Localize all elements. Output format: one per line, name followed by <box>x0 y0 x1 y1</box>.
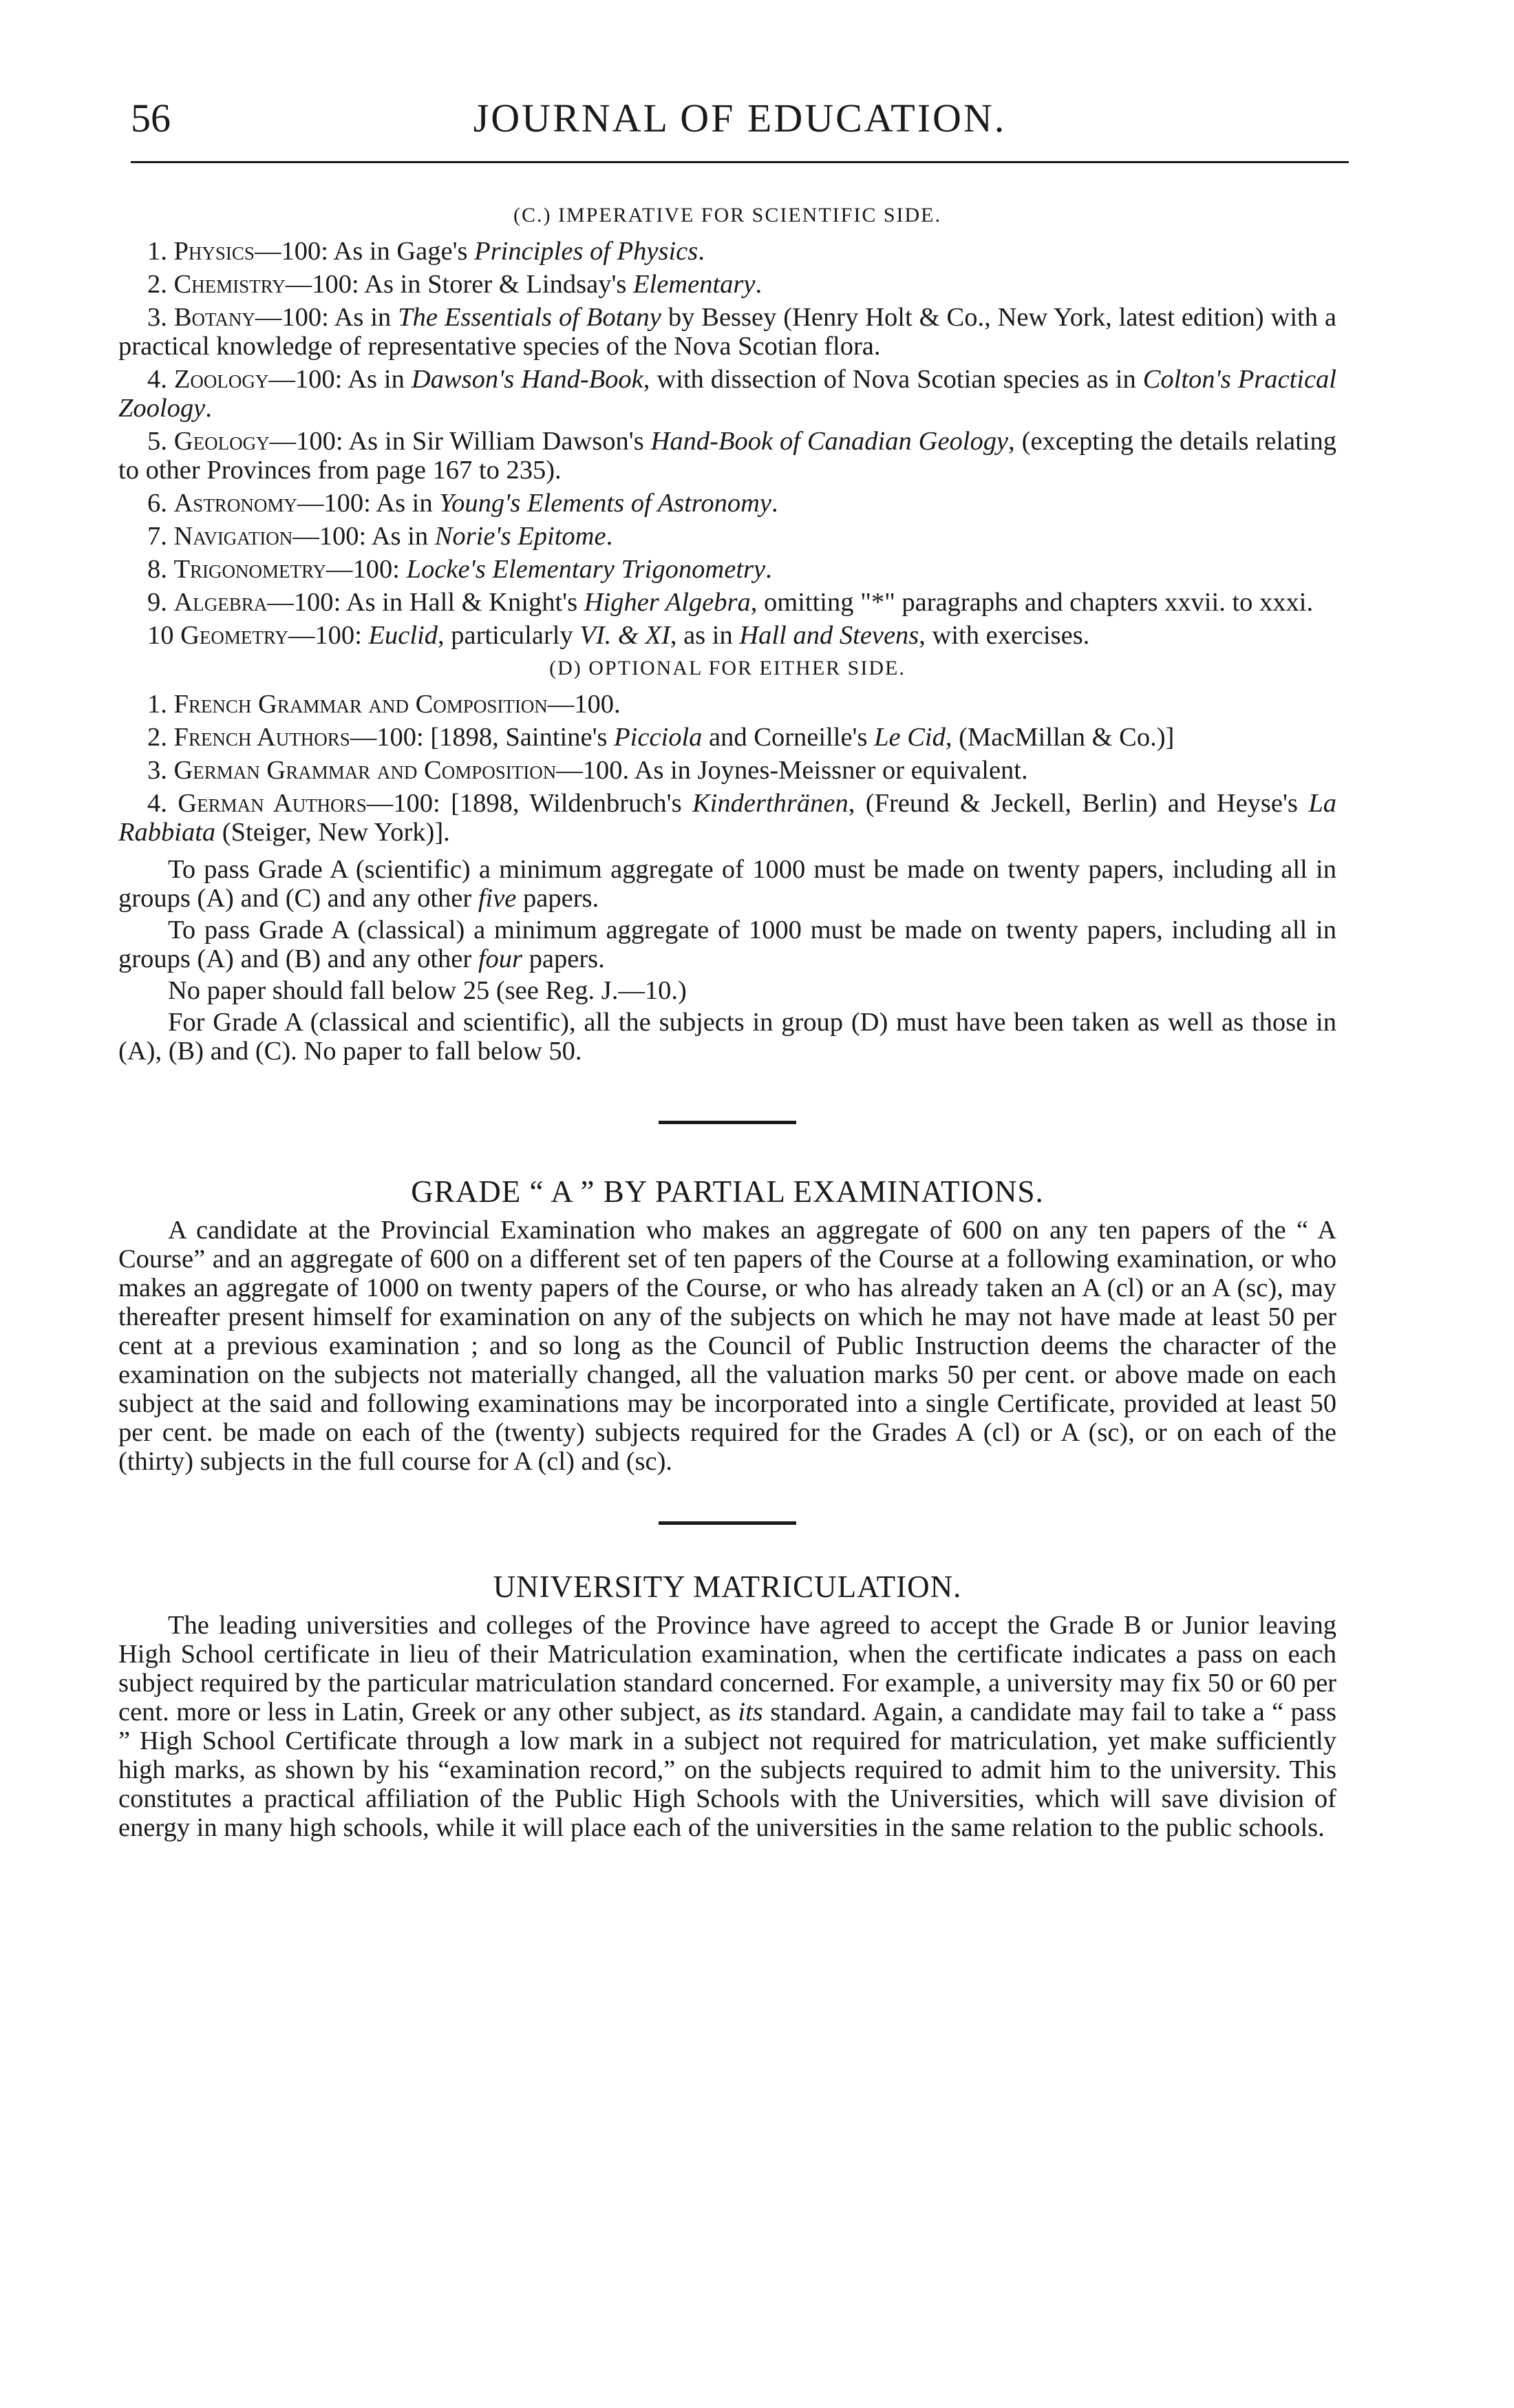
list-item-trigonometry: 8. Trigonometry—100: Locke's Elementary Trigonometry. <box>147 555 772 584</box>
list-item-botany: 3. Botany—100: As in The Essentials of Botany by Bessey (Henry Holt & Co., New York, latest edition) with a practical knowledge of representative species of the Nova Scotian flora. <box>118 303 1336 361</box>
page-body <box>118 201 1336 1845</box>
list-item-german-grammar: 3. German Grammar and Composition—100. As in Joynes-Meissner or equivalent. <box>147 756 1028 785</box>
grade-a-scientific-requirement: To pass Grade A (scientific) a minimum aggregate of 1000 must be made on twenty papers, including all in groups (A) and (C) and any other five papers. <box>118 855 1336 913</box>
list-item-physics: 1. Physics—100: As in Gage's Principles of Physics. <box>147 237 705 266</box>
matriculation-text: The leading universities and colleges of the Province have agreed to accept the Grade B or Junior leaving High School certificate in lieu of their Matriculation examination, when the certificate indicates a pass on each subject required by the particular matriculation standard concerned. For example, a university may fix 50 or 60 per cent. more or less in Latin, Greek or any other subject, as its standard. Again, a candidate may fail to take a “ pass ” High School Certificate through a low mark in a subject not required for matriculation, yet make sufficiently high marks, as shown by his “examination record,” on the subjects required to admit him to the university. This constitutes a practical affiliation of the Public High Schools with the Universities, which will save division of energy in many high schools, while it will place each of the universities in the same relation to the public schools. <box>118 1611 1336 1842</box>
header-rule <box>131 161 1349 163</box>
section-divider <box>118 1479 1336 1570</box>
list-item-german-authors: 4. German Authors—100: [1898, Wildenbruch's Kinderthränen, (Freund & Jeckell, Berlin) and Heyse's La Rabbiata (Steiger, New York)]. <box>118 789 1336 847</box>
list-item-geology: 5. Geology—100: As in Sir William Dawson's Hand-Book of Canadian Geology, (excepting the details relating to other Provinces from page 167 to 235). <box>118 427 1336 485</box>
matriculation-heading: UNIVERSITY MATRICULATION. <box>493 1570 962 1604</box>
section-divider <box>118 1068 1336 1174</box>
grade-a-classical-requirement: To pass Grade A (classical) a minimum aggregate of 1000 must be made on twenty papers, including all in groups (A) and (B) and any other four papers. <box>118 916 1336 973</box>
journal-title: JOURNAL OF EDUCATION. <box>473 96 1007 140</box>
list-item-chemistry: 2. Chemistry—100: As in Storer & Lindsay's Elementary. <box>147 270 763 299</box>
minimum-paper-note: No paper should fall below 25 (see Reg. J.—10.) <box>168 976 687 1005</box>
partial-exams-heading: GRADE “ A ” BY PARTIAL EXAMINATIONS. <box>411 1174 1044 1209</box>
section-c-heading: (C.) IMPERATIVE FOR SCIENTIFIC SIDE. <box>513 204 942 226</box>
list-item-navigation: 7. Navigation—100: As in Norie's Epitome. <box>147 522 613 551</box>
list-item-astronomy: 6. Astronomy—100: As in Young's Elements of Astronomy. <box>147 489 778 518</box>
list-item-french-grammar: 1. French Grammar and Composition—100. <box>147 690 621 719</box>
list-item-algebra: 9. Algebra—100: As in Hall & Knight's Higher Algebra, omitting "*" paragraphs and chapters xxvii. to xxxi. <box>147 588 1314 617</box>
partial-exams-text: A candidate at the Provincial Examination who makes an aggregate of 600 on any ten papers of the “ A Course” and an aggregate of 600 on a different set of ten papers of the Course at a following examination, or who makes an aggregate of 1000 on twenty papers of the Course, or who has already taken an A (cl) or an A (sc), may thereafter present himself for examination on any of the subjects on which he may not have made at least 50 per cent at a previous examination ; and so long as the Council of Public Instruction deems the character of the examination on the subjects not materially changed, all the valuation marks 50 per cent. or above made on each subject at the said and following examinations may be incorporated into a single Certificate, provided at least 50 per cent. be made on each of the (twenty) subjects required for the Grades A (cl) or A (sc), or on each of the (thirty) subjects in the full course for A (cl) and (sc). <box>118 1216 1336 1476</box>
list-item-geometry: 10 Geometry—100: Euclid, particularly VI. & XI, as in Hall and Stevens, with exercises. <box>147 621 1090 650</box>
section-d-heading: (D) OPTIONAL FOR EITHER SIDE. <box>549 657 906 679</box>
grade-a-combined-requirement: For Grade A (classical and scientific), all the subjects in group (D) must have been taken as well as those in (A), (B) and (C). No paper to fall below 50. <box>118 1008 1336 1066</box>
running-head <box>131 95 1349 150</box>
page-number: 56 <box>131 96 171 140</box>
list-item-zoology: 4. Zoology—100: As in Dawson's Hand-Book, with dissection of Nova Scotian species as in Colton's Practical Zoology. <box>118 365 1336 423</box>
list-item-french-authors: 2. French Authors—100: [1898, Saintine's Picciola and Corneille's Le Cid, (MacMillan & Co.)] <box>147 723 1175 752</box>
